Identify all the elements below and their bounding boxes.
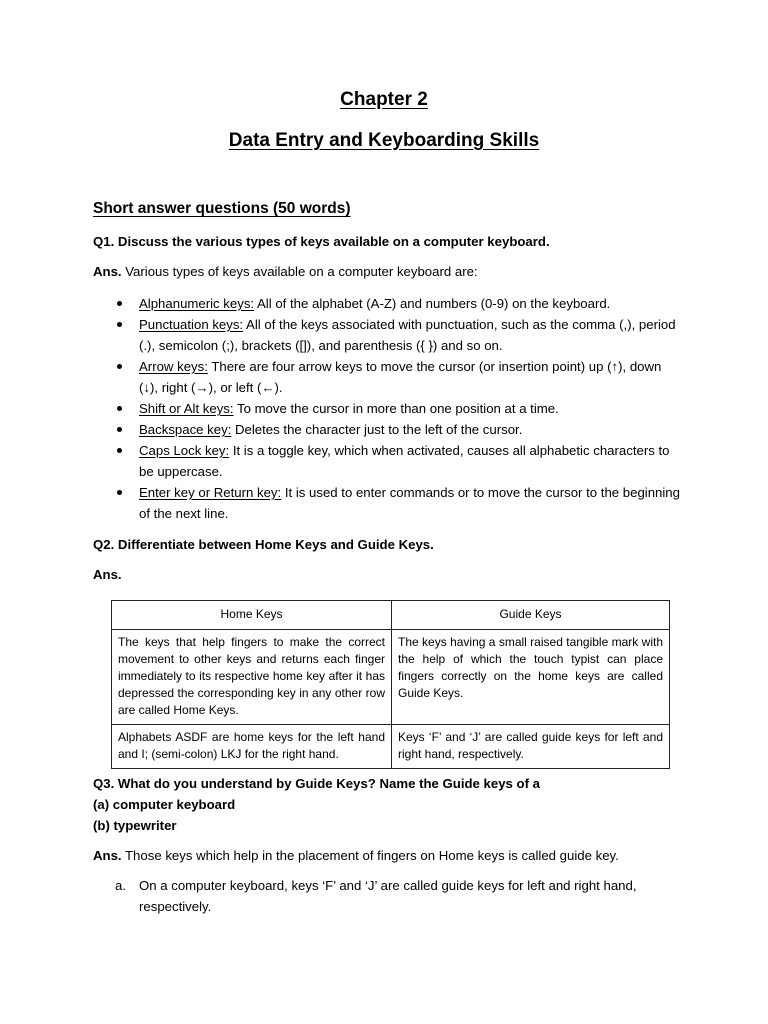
list-item bbox=[93, 314, 683, 356]
q3-ans-text: Those keys which help in the placement of fingers on Home keys is called guide key. bbox=[121, 848, 619, 863]
q1-answer-intro bbox=[93, 261, 478, 282]
header-guide-keys: Guide Keys bbox=[392, 601, 670, 630]
chapter-title: Chapter 2 bbox=[340, 89, 428, 110]
item-desc: All of the alphabet (A-Z) and numbers (0-9) on the keyboard. bbox=[254, 296, 611, 311]
subject-title: Data Entry and Keyboarding Skills bbox=[228, 130, 540, 151]
item-desc: It is a toggle key, which when activated, causes all alphabetic characters to be uppercase. bbox=[139, 443, 670, 479]
list-item bbox=[93, 482, 683, 524]
section-heading: Short answer questions (50 words) bbox=[93, 200, 351, 217]
item-desc: Deletes the character just to the left of the cursor. bbox=[231, 422, 523, 437]
list-item bbox=[93, 440, 683, 482]
table-row bbox=[112, 725, 670, 769]
q3-answer-intro bbox=[93, 845, 619, 866]
item-term: Backspace key: bbox=[139, 422, 232, 437]
q1-ans-label: Ans. bbox=[93, 264, 122, 279]
item-desc: There are four arrow keys to move the cursor (or insertion point) up (↑), down (↓), right (→), or left (←). bbox=[139, 359, 662, 395]
q3-answer-list bbox=[93, 875, 683, 917]
table-header-row bbox=[112, 601, 670, 630]
q1-ans-text: Various types of keys available on a computer keyboard are: bbox=[121, 264, 478, 279]
item-term: Caps Lock key: bbox=[139, 443, 230, 458]
q3-part-b: (b) typewriter bbox=[93, 818, 177, 833]
header-home-keys: Home Keys bbox=[112, 601, 392, 630]
key-types-list bbox=[93, 293, 683, 524]
item-term: Enter key or Return key: bbox=[139, 485, 282, 500]
q2-ans-label: Ans. bbox=[93, 567, 122, 582]
item-desc: To move the cursor in more than one position at a time. bbox=[233, 401, 559, 416]
q3-ans-label: Ans. bbox=[93, 848, 122, 863]
table-cell: Alphabets ASDF are home keys for the left hand and I; (semi-colon) LKJ for the right hand. bbox=[112, 725, 392, 769]
q3-question: Q3. What do you understand by Guide Keys? Name the Guide keys of a bbox=[93, 776, 540, 791]
table-cell: The keys that help fingers to make the correct movement to other keys and returns each finger immediately to its respective home key after it has depressed the corresponding key in any other row are called Home Keys. bbox=[112, 630, 392, 725]
item-term: Alphanumeric keys: bbox=[139, 296, 255, 311]
list-item bbox=[93, 293, 683, 314]
q2-question: Q2. Differentiate between Home Keys and Guide Keys. bbox=[93, 537, 434, 552]
q3-part-a: (a) computer keyboard bbox=[93, 797, 236, 812]
list-item bbox=[93, 419, 683, 440]
item-desc: It is used to enter commands or to move the cursor to the beginning of the next line. bbox=[139, 485, 680, 521]
q1-question: Q1. Discuss the various types of keys available on a computer keyboard. bbox=[93, 234, 550, 249]
item-term: Shift or Alt keys: bbox=[139, 401, 234, 416]
item-term: Punctuation keys: bbox=[139, 317, 244, 332]
table-cell: Keys ‘F’ and ‘J’ are called guide keys for left and right hand, respectively. bbox=[392, 725, 670, 769]
list-item-text: On a computer keyboard, keys ‘F’ and ‘J’ are called guide keys for left and right hand, respectively. bbox=[139, 878, 637, 914]
table-row bbox=[112, 630, 670, 725]
home-guide-keys-table bbox=[111, 600, 670, 769]
table-cell: The keys having a small raised tangible mark with the help of which the touch typist can place fingers correctly on the home keys are called Guide Keys. bbox=[392, 630, 670, 725]
item-term: Arrow keys: bbox=[139, 359, 208, 374]
list-item-label: a. bbox=[115, 878, 126, 893]
list-item bbox=[93, 356, 683, 398]
item-desc: All of the keys associated with punctuation, such as the comma (,), period (.), semicolon (;), brackets ([]), and parenthesis ({ }) and so on. bbox=[139, 317, 676, 353]
list-item bbox=[93, 398, 683, 419]
